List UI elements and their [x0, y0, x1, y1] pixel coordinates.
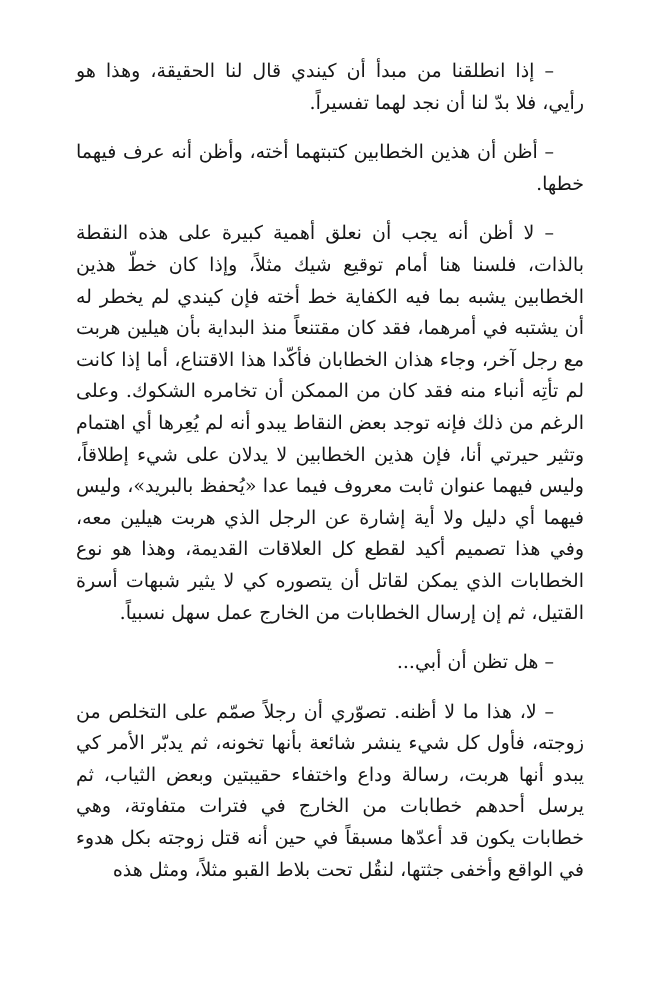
paragraph-murder-theory: – لا، هذا ما لا أظنه. تصوّري أن رجلاً صمّم على التخلص من زوجته، فأول كل شيء ينشر شائعة بأنها تخونه، ثم يدبّر الأمر كي يبدو أنها هربت، رسالة وداع واختفاء حقيبتين وبعض الثياب، ثم يرسل أحدهم خطابات من الخارج في فترات متفاوتة، وهي خطابات يكون قد أعدّها مسبقاً في حين أنه قتل زوجته بكل هدوء في الواقع وأخفى جثتها، لنقُل تحت بلاط القبو مثلاً، ومثل هذه — [76, 700, 584, 881]
paragraph-kennedy-truth: – إذا انطلقنا من مبدأ أن كيندي قال لنا الحقيقة، وهذا هو رأيي، فلا بدّ لنا أن نجد لهما تفسيراً. — [76, 60, 584, 114]
paragraph-sister-wrote: – أظن أن هذين الخطابين كتبتهما أخته، وأظن أنه عرف فيهما خطها. — [76, 141, 584, 195]
book-page — [76, 56, 584, 904]
paragraph-letters-analysis: – لا أظن أنه يجب أن نعلق أهمية كبيرة على هذه النقطة بالذات، فلسنا هنا أمام توقيع شيك مثلاً، وإذا كان خطّ هذين الخطابين يشبه بما فيه الكفاية خط أخته فإن كيندي لم يخطر له أن يشتبه في أمرهما، فقد كان مقتنعاً منذ البداية بأن هيلين هربت مع رجل آخر، وجاء هذان الخطابان فأكّدا هذا الاقتناع، أما إذا كانت لم تأتِه أنباء منه فقد كان من الممكن أن تخامره الشكوك. وعلى الرغم من ذلك فإنه توجد بعض النقاط يبدو أنه لم يُعِرها أي اهتمام وتثير حيرتي أنا، فإن هذين الخطابين لا يدلان على شيء إطلاقاً، وليس فيهما عنوان ثابت معروف فيما عدا «يُحفظ بالبريد»، وليس فيهما أي دليل ولا أية إشارة عن الرجل الذي هربت هيلين معه، وفي هذا تصميم أكيد لقطع كل العلاقات القديمة، وهذا هو نوع الخطابات الذي يمكن لقاتل أن يتصوره كي لا يثير شبهات أسرة القتيل، ثم إن إرسال الخطابات من الخارج عمل سهل نسبياً. — [76, 222, 584, 624]
paragraph-question-father: – هل تظن أن أبي... — [396, 651, 554, 674]
